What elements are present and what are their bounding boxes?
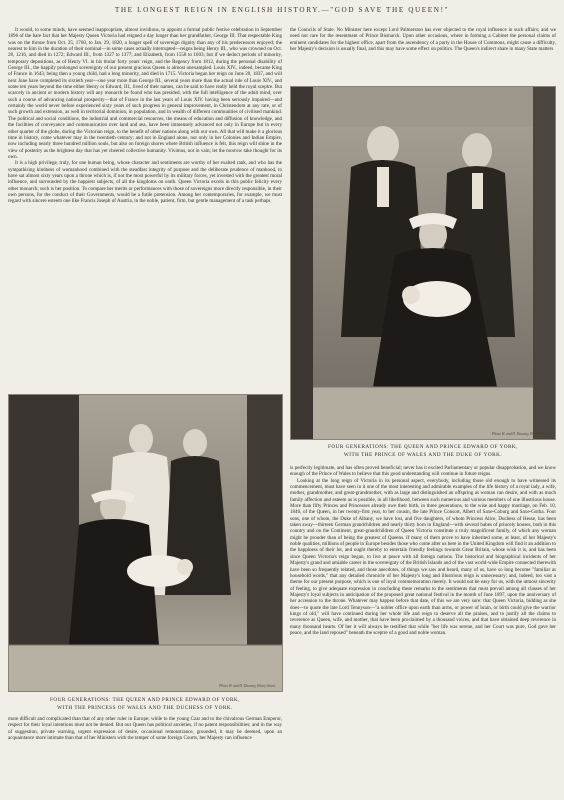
page-header: [0, 0, 564, 20]
article-column-left-bottom: [8, 716, 282, 796]
figure-head: [462, 133, 492, 169]
photo-illustration: [9, 395, 282, 691]
photo-credit: Photo W. and D. Downey, Ebury Street.: [492, 432, 549, 436]
article-paragraph: the Councils of State. No Minister here except Lord Palmerston has ever objected to the royal influence in such affairs; and we need not care for the resentment of Prince Bismarck. Upon other occasions, where in forming a Cabinet the personal claims of eminent candidates for the highest office, apart from the ascendency of a party in the House of Commons, might cause a difficulty, her Majesty's decision is usually final, and this may have some effect on politics. The Queen's indirect share in many State matters: [290, 27, 556, 53]
photo-four-generations-men: [290, 86, 556, 440]
article-paragraph: Looking at the long reign of Victoria in its personal aspect, everybody, including those old enough to have witnessed its commencement, must have seen in it one of the most interesting and admirable examples of the life history of a royal lady, a wife, mother, grandmother, and great-grandmother, with as large and distinguished an offspring as woman can desire, and with as much family affection and esteem as is possible, in all likelihood, between such numerous and various members of one illustrious house. More than fifty Princes and Princesses already owe their birth, in three generations, to the wise and happy marriage, on Feb. 10, 1840, of the Queen, in her twenty-first year, to her cousin, the late Prince Consort, Albert of Saxe-Coburg and Saxe-Gotha. Four sons, one of whom, the Duke of Albany, we have lost, and five daughters, of whom Princess Alice, Duchess of Hesse, has been taken away—thirteen German grandchildren and nearly thirty born in England—with several babes of princely houses, both in this country and on the Continent, great-grandchildren of Queen Victoria constitute a truly magnificent family, of which any woman might be prouder than of being the greatest of Queens. If many of them prove to have inherited some, at least, of her Majesty's noble qualities, millions of people in Europe besides those who come after us here in the United Kingdom will find it an addition to the happiness of their lot, and ought thereby to entertain friendly feelings towards Great Britain, whose wish it is, and has been since Queen Victoria's reign began, to live at peace with all foreign nations. The historical and biographical incidents of her Majesty's grand and amiable career in the sovereignty of the British Islands and of the vast world-wide Empire connected therewith have been so frequently related, and those anecdotes, of things we saw and heard, many of us, have so long become "familiar as household words," that any detailed chronicle of her Majesty's long and illustrious reign is unnecessary; and, indeed, too vast a theme for our present purpose, which is one of loyal commemoration merely. It would not be easy for us, with the utmost sincerity of feeling, to give adequate expression in concluding these remarks to the sentiments that must prevail among all classes of her Majesty's loyal subjects in anticipation of the proposed great national festival in the month of June 1897, upon the anniversary of her accession to the throne. Whatever may happen before that date, of this we are very sure: that Queen Victoria, bidding as she does—to quote the late Lord Tennyson—"a nobler office upon earth than arms, or power of brain, or birth could give the warrior kings of old," will have continued during her whole life and reign to deserve all the praises, and to justify all the claims to reverence as Queen, wife, and mother, that have been proclaimed by a thousand voices, and that have obtained deep reverence in many thousand hearts. Of her it will always be testified that while "her life was serene, and her Court was pure, God gave her peace, and the land reposed" beneath the sceptre of a good and noble woman.: [290, 477, 556, 636]
photo-credit: Photo W. and D. Downey, Ebury Street.: [219, 684, 276, 688]
article-paragraph: more difficult and complicated than that of any other ruler in Europe; while to the young Czar and to the chivalrous German Emperor, respect for their loyal intentions must not be denied. But our Queen has political anxieties, if no patent responsibilities; and in the way of suggestion, private warning, urgent expression of desire, occasional remonstrance, grounded, it may be deemed, upon an acquaintance more intimate than that of her Ministers with the temper of some foreign Courts, her Majesty can influence: [8, 716, 282, 742]
article-paragraph: It is a high privilege, truly, for one human being, whose character and sentiments are worthy of her exalted rank, and who has the sympathising kindness of womanhood combined with the steadfast integrity of purpose and the deliberate prudence of manhood, to have sat almost sixty years upon a throne which is, if not the most powerful by its military forces, yet invested with the greatest moral influence, and surrounded by the happiest subjects, of all the kingdoms on earth. Queen Victoria excels in this public felicity every other monarch; such is her position. To compare her merits or performances with those of sovereigns more directly responsible, in their own persons, for the conduct of their Governments, would be a futile pretension. Among her contemporaries, for example, we must regard with sincere esteem one like Francis Joseph of Austria, in the noble, patient, firm, but gentle management of a task perhaps: [8, 160, 282, 205]
article-column-left-top: [8, 27, 282, 394]
photo-caption-right: [290, 444, 556, 459]
article-column-right-bottom: [290, 465, 556, 795]
figure-head: [183, 429, 207, 457]
article-column-right-top: [290, 27, 556, 82]
caption-line: WITH THE PRINCESS OF WALES AND THE DUCHESS OF YORK.: [57, 704, 233, 711]
caption-line: FOUR GENERATIONS: THE QUEEN AND PRINCE EDWARD OF YORK,: [328, 444, 518, 450]
caption-line: WITH THE PRINCE OF WALES AND THE DUKE OF YORK.: [343, 451, 503, 458]
article-paragraph: It would, to some minds, have seemed inappropriate, almost invidious, to appoint a formal public festive celebration in September 1896 of the bare fact that her Majesty Queen Victoria had reigned a day longer than her grandfather, George III. That respectable King was on the throne from Oct. 25, 1760, to Jan. 29, 1820, a longer spell of sovereign dignity than any of his predecessors enjoyed; the nearest to him in the duration of their nominal—in some cases actually interrupted—reigns being Henry III., who was crowned on Oct. 28, 1216, and died in 1272; Edward III., from 1327 to 1377; and Elizabeth, from 1558 to 1603; but if we deduct periods of minority, temporary depositions, as of Henry VI. in his titular forty years' reign, and the Regency from 1812, during the personal disability of George III., the happily prolonged sovereignty of our present gracious Queen is almost unexampled. Louis XIV., indeed, became King of France in 1643, being then a young child, had a long minority, and died in 1715. Victoria began her reign on June 20, 1837, and will next June have completed its sixtieth year—one year more than George III., several years more than the actual rule of Louis XIV., and some ten years beyond the time either Henry or Edward, III., lived of their names, can be said to have really held the royal sceptre. But scarcely in ancient or modern history will any monarch be found who has presided, with the full intelligence of the adult mind, over such a course of advancing national prosperity—that of France in the last years of Louis XIV. having been seriously impaired—and certainly the world never before experienced sixty years of such progress in general improvement, in Christendom at any rate, or of such growth and extension, as well in territorial dominion, in population, and in wealth of different communities of civilised mankind. The political and social conditions, the industrial and commercial resources, the means of education and diffusion of knowledge, and the facilities of conveyance and communication over land and sea, have been immensely advanced not only in Europe but in every other quarter of the globe, during the Victorian reign, to the benefit of other nations along with our own. All that will make it a glorious time in history, come whatever may in the twentieth century; and not in England alone, nor only in her Colonies and Indian Empire, now including nearly three hundred million souls, but also on foreign shores where British influence is felt, this reign will shine in the view of posterity as the brightest day that has yet cheered collective humanity. Vivimus, not in vain; let the morrow take thought for its own.: [8, 27, 282, 160]
page-title: THE LONGEST REIGN IN ENGLISH HISTORY.—"GOD SAVE THE QUEEN!": [114, 6, 450, 14]
article-paragraph: is perfectly legitimate, and has often proved beneficial; never has it excited Parliamentary or popular disapprobation, and we know enough of the Prince of Wales to believe that this good understanding will continue in future reigns.: [290, 465, 556, 478]
photo-illustration: [291, 87, 555, 439]
photo-caption-left: [8, 697, 282, 712]
figure-head: [129, 424, 153, 454]
figure-head: [367, 126, 399, 164]
caption-line: FOUR GENERATIONS: THE QUEEN AND PRINCE EDWARD OF YORK,: [50, 697, 240, 703]
photo-four-generations-women: [8, 394, 283, 692]
